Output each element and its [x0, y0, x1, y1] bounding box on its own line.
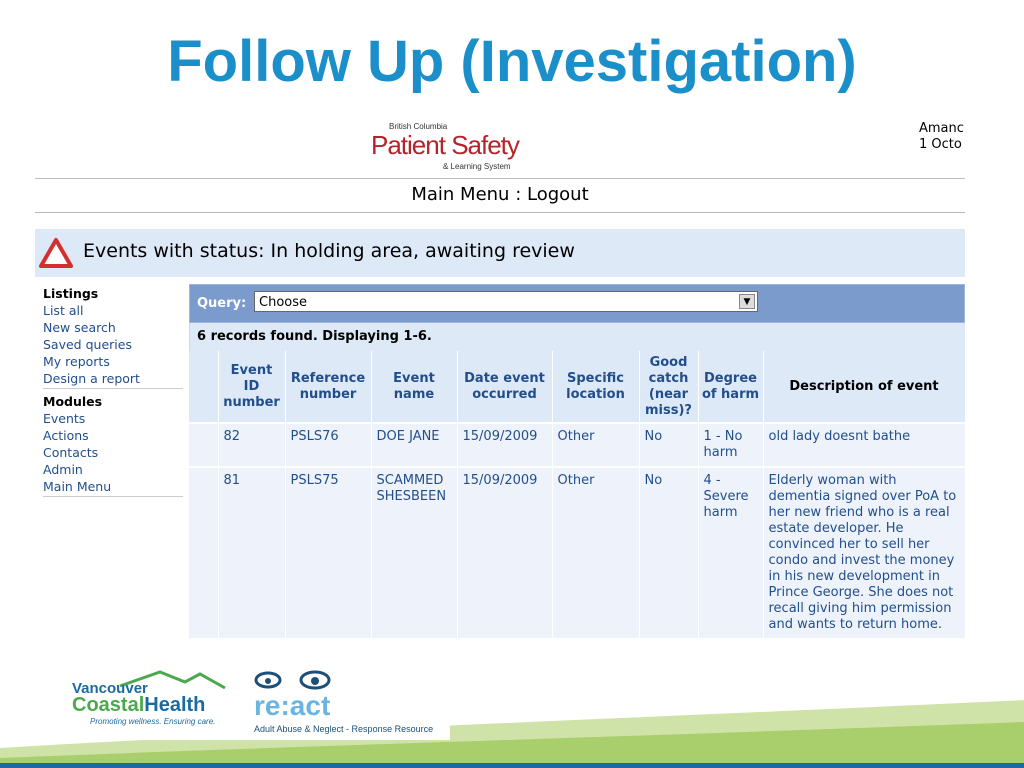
react-tagline: Adult Abuse & Neglect - Response Resource [254, 724, 434, 734]
records-count: 6 records found. Displaying 1-6. [189, 323, 965, 351]
footer-blue-bar [0, 763, 1024, 768]
listings-heading: Listings [43, 286, 99, 301]
logo-small-text: British Columbia [389, 122, 448, 131]
react-logo [254, 670, 433, 734]
cell-good-catch[interactable]: No [639, 467, 698, 638]
main-menu-link[interactable]: Main Menu [411, 184, 510, 205]
cell-good-catch[interactable]: No [639, 423, 698, 467]
sidebar-divider [43, 496, 183, 497]
col-description[interactable]: Description of event [763, 351, 965, 423]
cell-date[interactable]: 15/09/2009 [457, 423, 552, 467]
cell-event-id[interactable]: 81 [218, 467, 285, 638]
row-select-cell[interactable] [189, 467, 218, 638]
col-specific-location[interactable]: Specific location [552, 351, 639, 423]
query-select[interactable] [254, 291, 758, 312]
sidebar-item-design-report[interactable]: Design a report [43, 371, 140, 386]
col-reference-number[interactable]: Reference number [285, 351, 371, 423]
sidebar-item-main-menu[interactable]: Main Menu [43, 479, 112, 494]
sidebar-item-events[interactable]: Events [43, 411, 86, 426]
react-word-2: act [289, 690, 331, 721]
vch-tagline: Promoting wellness. Ensuring care. [90, 717, 216, 726]
cell-event-name[interactable]: SCAMMED SHESBEEN [371, 467, 457, 638]
user-date: 1 Octo [919, 137, 962, 152]
divider [35, 178, 965, 179]
cell-description[interactable]: Elderly woman with dementia signed over PoA to her new friend who is a real estate developer. He convinced her to sell her condo and invest the money in his new development in Prince George. She does not recall giving him permission and wants to return home. [763, 467, 965, 638]
status-banner [35, 229, 965, 277]
cell-reference[interactable]: PSLS75 [285, 467, 371, 638]
sidebar-item-list-all[interactable]: List all [43, 303, 84, 318]
logo-word-1: Patient [371, 130, 445, 160]
col-event-id[interactable]: Event ID number [218, 351, 285, 423]
logout-link[interactable]: Logout [527, 184, 589, 205]
logo-word-2: Safety [451, 130, 519, 160]
cell-harm[interactable]: 1 - No harm [698, 423, 763, 467]
vch-line-2 [72, 694, 215, 717]
logo-text [371, 130, 519, 161]
vch-line-1: Vancouver [72, 680, 148, 697]
listing-panel [189, 284, 965, 668]
user-info [919, 121, 964, 153]
cell-date[interactable]: 15/09/2009 [457, 467, 552, 638]
sidebar-item-actions[interactable]: Actions [43, 428, 89, 443]
modules-heading: Modules [43, 394, 103, 409]
app-window [35, 112, 965, 668]
cell-event-name[interactable]: DOE JANE [371, 423, 457, 467]
sidebar-item-new-search[interactable]: New search [43, 320, 116, 335]
sidebar-item-my-reports[interactable]: My reports [43, 354, 110, 369]
cell-event-id[interactable]: 82 [218, 423, 285, 467]
table-row[interactable] [189, 423, 965, 467]
cell-location[interactable]: Other [552, 423, 639, 467]
select-column-header [189, 351, 218, 423]
sidebar [43, 285, 183, 501]
psls-logo [371, 122, 541, 172]
query-label: Query: [197, 296, 247, 311]
status-text: Events with status: In holding area, awaiting review [83, 240, 575, 262]
table-row[interactable] [189, 467, 965, 638]
sidebar-divider [43, 388, 183, 389]
cell-description[interactable]: old lady doesnt bathe [763, 423, 965, 467]
top-menu [35, 184, 965, 205]
col-good-catch[interactable]: Good catch (near miss)? [639, 351, 698, 423]
user-name: Amanc [919, 121, 964, 136]
query-select-value: Choose [259, 295, 307, 310]
table-header-row [189, 351, 965, 423]
sidebar-item-saved-queries[interactable]: Saved queries [43, 337, 132, 352]
sidebar-item-contacts[interactable]: Contacts [43, 445, 99, 460]
react-word [254, 690, 433, 722]
divider [35, 212, 965, 213]
slide-title: Follow Up (Investigation) [167, 29, 857, 94]
vch-logo [72, 680, 215, 726]
col-degree-of-harm[interactable]: Degree of harm [698, 351, 763, 423]
menu-separator: : [515, 184, 522, 205]
cell-reference[interactable]: PSLS76 [285, 423, 371, 467]
col-event-name[interactable]: Event name [371, 351, 457, 423]
row-select-cell[interactable] [189, 423, 218, 467]
logo-sub-text: & Learning System [443, 162, 511, 171]
col-date-occurred[interactable]: Date event occurred [457, 351, 552, 423]
cell-location[interactable]: Other [552, 467, 639, 638]
react-word-1: re: [254, 690, 290, 721]
vch-coastal: Coastal [72, 694, 145, 716]
sidebar-item-admin[interactable]: Admin [43, 462, 83, 477]
warning-triangle-icon [39, 237, 73, 269]
events-table [189, 351, 965, 638]
dropdown-arrow-icon[interactable]: ▼ [739, 294, 755, 309]
query-bar [189, 284, 965, 323]
vch-health: Health [144, 694, 206, 716]
cell-harm[interactable]: 4 - Severe harm [698, 467, 763, 638]
